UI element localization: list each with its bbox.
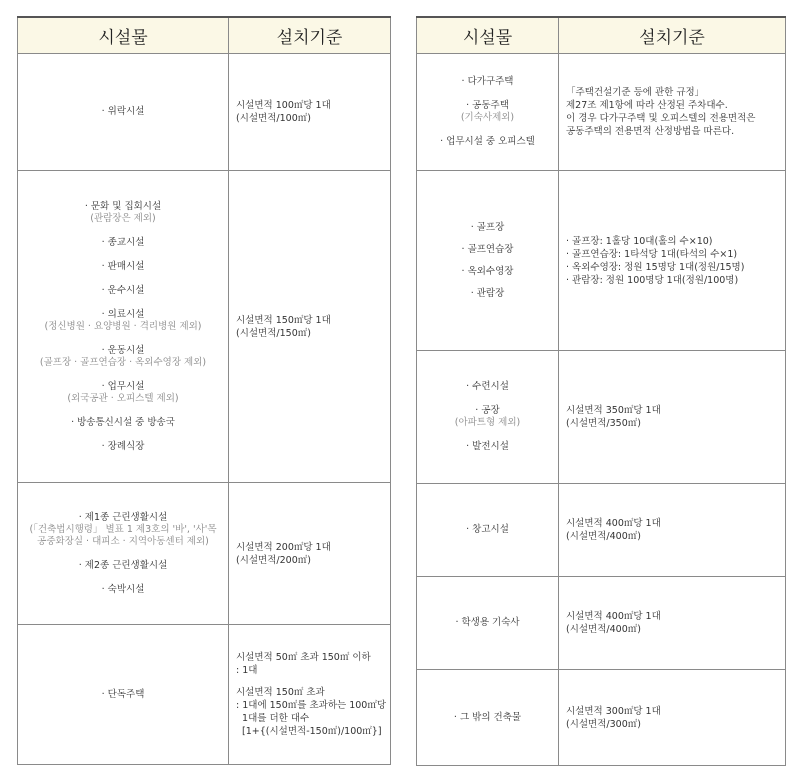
standard-line: 시설면적 200㎡당 1대 (236, 541, 331, 553)
facility-item (18, 345, 228, 369)
facility-name: · 관람장 (470, 287, 505, 299)
table-row (417, 577, 786, 670)
table-row (18, 54, 391, 171)
facility-cell (18, 483, 229, 625)
standard-cell (229, 625, 391, 765)
standard-line: 시설면적 400㎡당 1대 (566, 611, 661, 622)
table-row (18, 625, 391, 765)
facility-name: · 제2종 근린생활시설 (78, 559, 168, 571)
facility-item (18, 285, 228, 297)
facility-cell (417, 54, 559, 171)
standard-line: 시설면적 50㎡ 초과 150㎡ 이하 (236, 652, 371, 663)
standard-header: 설치기준 (229, 17, 391, 54)
facility-cell (417, 484, 559, 577)
facility-cell (417, 171, 559, 351)
table-row (417, 171, 786, 351)
facility-item (417, 244, 558, 256)
facility-name: · 판매시설 (101, 260, 145, 272)
facility-exception-note: (기숙사제외) (460, 112, 515, 123)
facility-item (18, 441, 228, 453)
facility-name: · 위락시설 (101, 106, 145, 117)
facility-name: · 의료시설 (101, 308, 145, 320)
standard-group (236, 651, 390, 677)
facility-item (417, 136, 558, 148)
facility-name: · 공장 (475, 405, 500, 416)
standard-cell (229, 483, 391, 625)
standard-line: 시설면적 150㎡ 초과 (236, 687, 325, 698)
facility-exception-note: (아파트형 제외) (454, 417, 521, 428)
facility-name: · 방송통신시설 중 방송국 (71, 416, 175, 428)
table-row (18, 171, 391, 483)
facility-item (18, 261, 228, 273)
facility-item (18, 237, 228, 249)
facility-item (417, 524, 558, 536)
facility-cell (18, 625, 229, 765)
facility-name: · 운동시설 (101, 344, 145, 356)
standard-line: (시설면적/200㎡) (236, 554, 311, 566)
facility-item (417, 76, 558, 88)
facility-name: · 문화 및 집회시설 (84, 200, 162, 212)
standard-line: (시설면적/150㎡) (236, 327, 311, 339)
facility-item (417, 100, 558, 124)
standard-line: (시설면적/300㎡) (566, 718, 641, 730)
standard-cell (559, 577, 786, 670)
standard-line: : 1대에 150㎡를 초과하는 100㎡당 (236, 700, 387, 711)
table-row (417, 484, 786, 577)
standard-group (236, 686, 390, 738)
facility-name: · 발전시설 (466, 441, 509, 452)
facility-name: · 골프장 (470, 221, 505, 233)
facility-exception-note: (골프장 · 골프연습장 · 옥외수영장 제외) (39, 356, 207, 368)
standard-cell (559, 54, 786, 171)
facility-item (18, 381, 228, 405)
facility-name: · 옥외수영장 (461, 265, 514, 277)
facility-name: · 공동주택 (466, 100, 509, 111)
facility-exception-note: (「건축법시행령」 별표 1 제3호의 '바', '사'목 공중화장실 · 대피소 · 지역아동센터 제외) (29, 523, 217, 547)
facility-item (417, 441, 558, 453)
facility-item (18, 309, 228, 333)
facility-item (18, 106, 228, 118)
standard-line: 제27조 제1항에 따라 산정된 주차대수. (566, 100, 728, 111)
facility-item (18, 584, 228, 596)
facility-item (417, 712, 558, 724)
standard-line: · 옥외수영장: 정원 15명당 1대(정원/15명) (566, 261, 745, 273)
facility-name: · 숙박시설 (101, 583, 145, 595)
standard-line: 「주택건설기준 등에 관한 규정」 (566, 87, 705, 98)
left-parking-standard-table (17, 16, 391, 765)
standard-line: 시설면적 350㎡당 1대 (566, 405, 661, 416)
facility-item (417, 405, 558, 429)
facility-name: · 수련시설 (466, 381, 509, 392)
standard-line: (시설면적/400㎡) (566, 624, 641, 635)
facility-item (18, 417, 228, 429)
facility-cell (18, 54, 229, 171)
standard-line: 이 경우 다가구주택 및 오피스텔의 전용면적은 (566, 113, 756, 124)
standard-line: 공동주택의 전용면적 산정방법을 따른다. (566, 126, 735, 137)
standard-line: (시설면적/400㎡) (566, 531, 641, 542)
standard-line: 시설면적 150㎡당 1대 (236, 314, 331, 326)
table-row (417, 351, 786, 484)
facility-name: · 단독주택 (101, 688, 145, 700)
facility-name: · 그 밖의 건축물 (453, 711, 522, 723)
facility-exception-note: (정신병원 · 요양병원 · 격리병원 제외) (44, 320, 202, 332)
facility-name: · 장례식장 (101, 440, 145, 452)
facility-item (18, 201, 228, 225)
left-table-body (18, 54, 391, 765)
standard-line: · 관람장: 정원 100명당 1대(정원/100명) (566, 274, 739, 286)
facility-item (417, 222, 558, 234)
facility-name: · 다가구주택 (461, 76, 514, 87)
standard-line: (시설면적/350㎡) (566, 418, 641, 429)
facility-cell (417, 577, 559, 670)
table-row (18, 483, 391, 625)
facility-cell (417, 351, 559, 484)
standard-line: : 1대 (236, 665, 258, 676)
standard-line: 시설면적 100㎡당 1대 (236, 100, 331, 111)
facility-exception-note: (관람장은 제외) (90, 212, 156, 224)
standard-line: · 골프연습장: 1타석당 1대(타석의 수×1) (566, 248, 738, 260)
facility-name: · 골프연습장 (461, 243, 514, 255)
standard-line: 시설면적 400㎡당 1대 (566, 518, 661, 529)
right-table-body (417, 54, 786, 766)
facility-exception-note: (외국공관 · 오피스텔 제외) (67, 392, 179, 404)
facility-name: · 학생용 기숙사 (455, 617, 520, 628)
facility-item (18, 689, 228, 701)
facility-item (417, 288, 558, 300)
facility-name: · 제1종 근린생활시설 (78, 511, 168, 523)
facility-header: 시설물 (417, 17, 559, 54)
standard-line: · 골프장: 1홀당 10대(홀의 수×10) (566, 235, 713, 247)
right-parking-standard-table (416, 16, 786, 766)
facility-cell (18, 171, 229, 483)
standard-cell (559, 670, 786, 766)
standard-line: 시설면적 300㎡당 1대 (566, 705, 661, 717)
facility-name: · 업무시설 중 오피스텔 (440, 136, 535, 147)
standard-line: 1대를 더한 대수 (236, 713, 310, 724)
standard-cell (229, 54, 391, 171)
table-row (417, 54, 786, 171)
standard-line: [1+{(시설면적-150㎡)/100㎡}] (236, 726, 382, 737)
facility-item (417, 617, 558, 629)
facility-item (417, 266, 558, 278)
facility-name: · 창고시설 (466, 524, 509, 535)
facility-item (417, 381, 558, 393)
facility-name: · 종교시설 (101, 236, 145, 248)
facility-name: · 운수시설 (101, 284, 145, 296)
facility-item (18, 560, 228, 572)
facility-item (18, 512, 228, 548)
facility-header: 시설물 (18, 17, 229, 54)
standard-line: (시설면적/100㎡) (236, 113, 311, 124)
standard-cell (229, 171, 391, 483)
standard-cell (559, 171, 786, 351)
standard-cell (559, 484, 786, 577)
table-row (417, 670, 786, 766)
facility-cell (417, 670, 559, 766)
facility-name: · 업무시설 (101, 380, 145, 392)
standard-cell (559, 351, 786, 484)
standard-header: 설치기준 (559, 17, 786, 54)
